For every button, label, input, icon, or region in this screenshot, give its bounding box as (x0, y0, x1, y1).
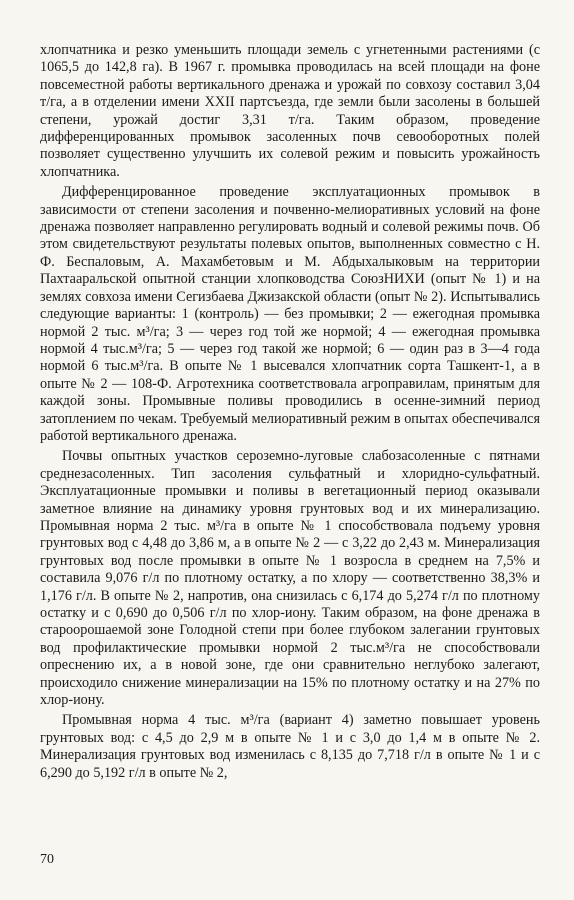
page-number: 70 (40, 852, 54, 867)
page-body (40, 42, 540, 785)
paragraph-2: Дифференцированное проведение эксплуатационных промывок в зависимости от степени засоления и почвенно-мелиоративных условий на фоне дренажа позволяет направленно регулировать водный и солевой режимы почв. Об этом свидетельствуют результаты полевых опытов, выполненных совместно с Н. Ф. Беспаловым, А. Махамбетовым и М. Абдыхалыковым на территории Пахтааральской опытной станции хлопководства СоюзНИХИ (опыт № 1) и на землях совхоза имени Сегизбаева Джизакской области (опыт № 2). Испытывались следующие варианты: 1 (контроль) — без промывки; 2 — ежегодная промывка нормой 2 тыс. м³/га; 3 — через год той же нормой; 4 — ежегодная промывка нормой 4 тыс.м³/га; 5 — через год такой же нормой; 6 — один раз в 3—4 года нормой 6 тыс.м³/га. В опыте № 1 высевался хлопчатник сорта Ташкент-1, а в опыте № 2 — 108-Ф. Агротехника соответствовала агроправилам, принятым для каждой зоны. Промывные поливы проводились в осенне-зимний период затоплением по чекам. Требуемый мелиоративный режим в опытах обеспечивался работой вертикального дренажа. (40, 184, 540, 444)
paragraph-3: Почвы опытных участков сероземно-луговые слабозасоленные с пятнами среднезасоленных. Тип засоления сульфатный и хлоридно-сульфатный. Эксплуатационные промывки и поливы в вегетационный период оказывали заметное влияние на динамику уровня грунтовых вод и их минерализацию. Промывная норма 2 тыс. м³/га в опыте № 1 способствовала подъему уровня грунтовых вод с 4,48 до 3,86 м, а в опыте № 2 — с 3,22 до 2,43 м. Минерализация грунтовых вод после промывки в опыте № 1 возросла в среднем на 7,5% и составила 9,076 г/л по плотному остатку, а по хлору — соответственно 38,3% и 1,176 г/л. В опыте № 2, напротив, она снизилась с 6,174 до 5,274 г/л по плотному остатку и с 0,690 до 0,506 г/л по хлор-иону. Таким образом, на фоне дренажа в староорошаемой зоне Голодной степи при более глубоком залегании грунтовых вод профилактические промывки нормой 2 тыс.м³/га не способствовали опреснению их, а в новой зоне, где они сравнительно неглубоко залегают, происходило снижение минерализации на 15% по плотному остатку и на 27% по хлор-иону. (40, 448, 540, 709)
paragraph-1: хлопчатника и резко уменьшить площади земель с угнетенными растениями (с 1065,5 до 142,8 га). В 1967 г. промывка проводилась на всей площади на фоне повсеместной работы вертикального дренажа и урожай по совхозу составил 3,04 т/га, а в отделении имени XXII партсъезда, где земли были засолены в большей степени, урожай достиг 3,31 т/га. Таким образом, проведение дифференцированных промывок засоленных почв севооборотных полей позволяет существенно улучшить их солевой режим и повысить урожайность хлопчатника. (40, 42, 540, 180)
paragraph-4: Промывная норма 4 тыс. м³/га (вариант 4) заметно повышает уровень грунтовых вод: с 4,5 до 2,9 м в опыте № 1 и с 3,0 до 1,4 м в опыте № 2. Минерализация грунтовых вод изменилась с 8,135 до 7,718 г/л в опыте № 1 и с 6,290 до 5,192 г/л в опыте № 2, (40, 712, 540, 781)
